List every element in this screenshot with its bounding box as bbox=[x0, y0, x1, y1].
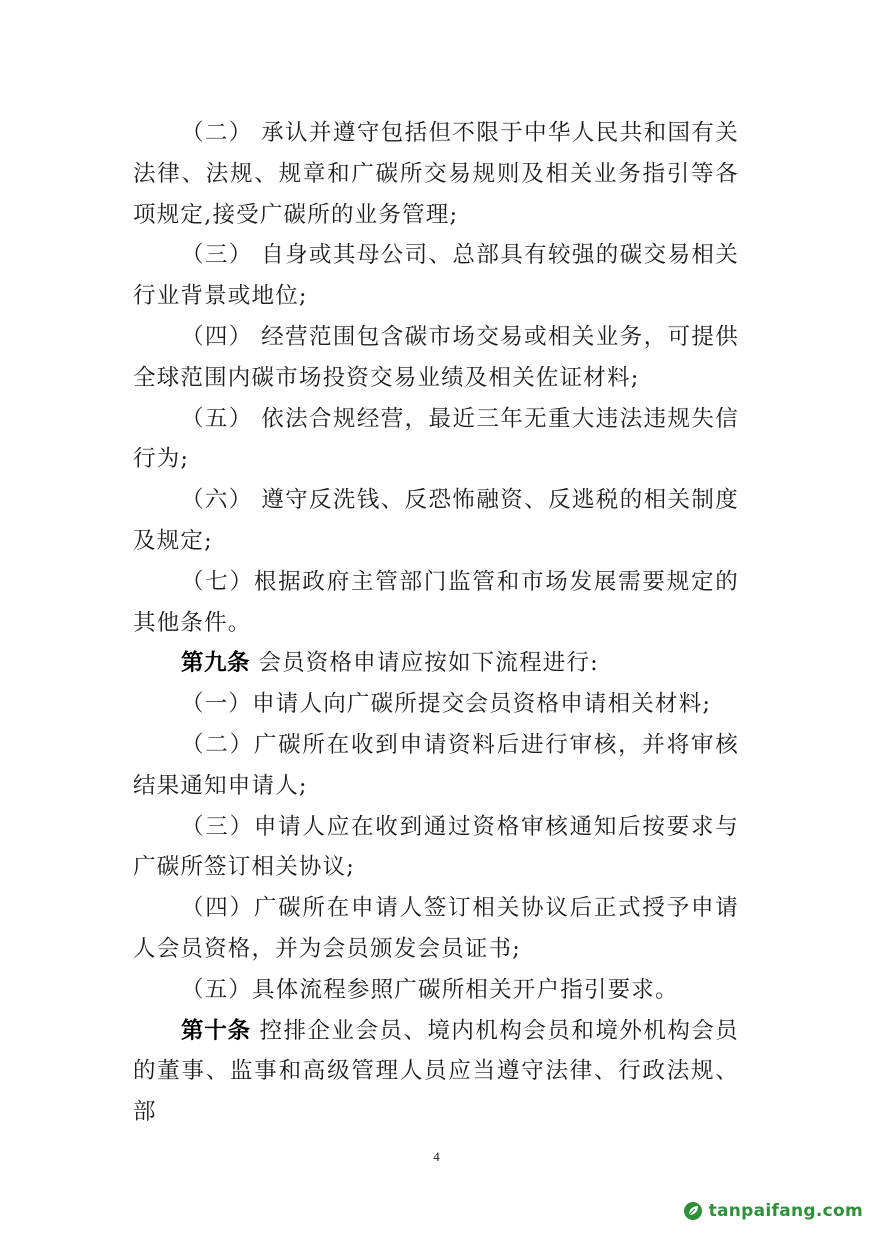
paragraph-step-4 bbox=[133, 888, 739, 970]
paragraph-text: （五）具体流程参照广碳所相关开户指引要求。 bbox=[181, 976, 679, 1003]
site-watermark bbox=[683, 1201, 863, 1221]
paragraph-step-5 bbox=[133, 970, 739, 1011]
paragraph-article-9 bbox=[133, 643, 739, 684]
paragraph-text: （二）广碳所在收到申请资料后进行审核，并将审核结果通知申请人; bbox=[133, 731, 739, 799]
paragraph-text: （三）申请人应在收到通过资格审核通知后按要求与广碳所签订相关协议; bbox=[133, 813, 739, 881]
paragraph-step-2 bbox=[133, 725, 739, 807]
paragraph-text: （四） 经营范围包含碳市场交易或相关业务，可提供全球范围内碳市场投资交易业绩及相关佐证材料; bbox=[133, 323, 739, 391]
document-body bbox=[133, 113, 739, 1133]
paragraph-text: 会员资格申请应按如下流程进行: bbox=[250, 650, 599, 677]
paragraph-text: （六） 遵守反洗钱、反恐怖融资、反逃税的相关制度及规定; bbox=[133, 487, 739, 554]
paragraph-text: 控排企业会员、境内机构会员和境外机构会员的董事、监事和高级管理人员应当遵守法律、行政法规、部 bbox=[133, 1017, 739, 1126]
paragraph-clause-5 bbox=[133, 399, 739, 481]
article-heading: 第十条 bbox=[181, 1017, 251, 1044]
paragraph-clause-6 bbox=[133, 480, 739, 562]
paragraph-step-3 bbox=[133, 807, 739, 889]
page-number: 4 bbox=[433, 1149, 440, 1164]
paragraph-step-1 bbox=[133, 684, 739, 725]
paragraph-article-10 bbox=[133, 1011, 739, 1133]
paragraph-clause-3 bbox=[133, 235, 739, 317]
article-heading: 第九条 bbox=[181, 650, 251, 677]
paragraph-text: （一）申请人向广碳所提交会员资格申请相关材料; bbox=[181, 691, 712, 718]
watermark-text: tanpaifang.com bbox=[708, 1201, 863, 1221]
paragraph-text: （四）广碳所在申请人签订相关协议后正式授予申请人会员资格，并为会员颁发会员证书; bbox=[133, 895, 739, 962]
paragraph-clause-2 bbox=[133, 113, 739, 235]
paragraph-text: （七）根据政府主管部门监管和市场发展需要规定的其他条件。 bbox=[133, 568, 739, 636]
leaf-logo-icon bbox=[683, 1201, 703, 1221]
paragraph-clause-7 bbox=[133, 562, 739, 644]
paragraph-clause-4 bbox=[133, 317, 739, 399]
paragraph-text: （五） 依法合规经营，最近三年无重大违法违规失信行为; bbox=[133, 405, 739, 473]
paragraph-text: （二） 承认并遵守包括但不限于中华人民共和国有关法律、法规、规章和广碳所交易规则及相关业务指引等各项规定,接受广碳所的业务管理; bbox=[133, 120, 739, 228]
paragraph-text: （三） 自身或其母公司、总部具有较强的碳交易相关行业背景或地位; bbox=[133, 242, 739, 310]
